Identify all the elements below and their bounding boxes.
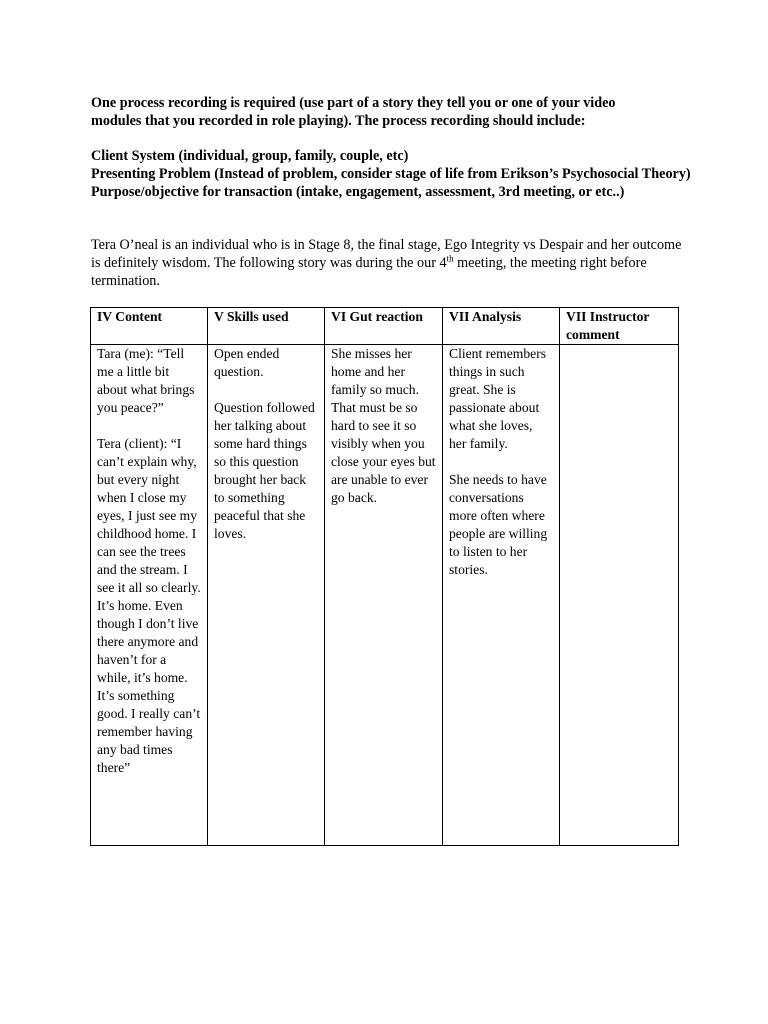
cell-gut-reaction: She misses her home and her family so much. That must be so hard to see it so visibly when you close your eyes but are unable to ever go back.: [325, 345, 443, 846]
client-system-line: Client System (individual, group, family, couple, etc): [91, 148, 409, 164]
cell-skills-used: Open ended question. Question followed her talking about some hard things so this question brought her back to something peaceful that she loves.: [208, 345, 325, 846]
story-paragraph: [91, 236, 691, 290]
table-row: [91, 345, 679, 846]
header-instructor-comment: VII Instructor comment: [560, 308, 679, 345]
cell-content: Tara (me): “Tell me a little bit about what brings you peace?” Tera (client): “I can’t explain why, but every night when I close my eyes, I just see my childhood home. I can see the trees and the stream. I see it all so clearly. It’s home. Even though I don’t live there anymore and haven’t for a while, it’s home. It’s something good. I really can’t remember having any bad times there”: [91, 345, 208, 846]
table-header-row: [91, 308, 679, 345]
cell-analysis: Client remembers things in such great. She is passionate about what she loves, her family. She needs to have conversations more often where people are willing to listen to her stories.: [443, 345, 560, 846]
purpose-line: Purpose/objective for transaction (intake, engagement, assessment, 3rd meeting, or etc..): [91, 184, 625, 200]
cell-instructor-comment: [560, 345, 679, 846]
requirements-list: [91, 147, 691, 201]
header-gut-reaction: VI Gut reaction: [325, 308, 443, 345]
intro-line-1: One process recording is required (use part of a story they tell you or one of your video: [91, 95, 616, 111]
intro-line-2: modules that you recorded in role playing). The process recording should include:: [91, 113, 586, 129]
header-skills-used: V Skills used: [208, 308, 325, 345]
story-text-part2: meeting, the meeting right before termination.: [91, 255, 647, 289]
header-analysis: VII Analysis: [443, 308, 560, 345]
story-text-part1: Tera O’neal is an individual who is in Stage 8, the final stage, Ego Integrity vs Despair and her outcome is definitely wisdom. The following story was during the our 4: [91, 237, 682, 271]
header-content: IV Content: [91, 308, 208, 345]
story-superscript: th: [446, 253, 454, 264]
presenting-problem-line: Presenting Problem (Instead of problem, consider stage of life from Erikson’s Psychosocial Theory): [91, 166, 691, 182]
process-recording-table: [90, 307, 679, 846]
intro-paragraph: [91, 94, 691, 130]
